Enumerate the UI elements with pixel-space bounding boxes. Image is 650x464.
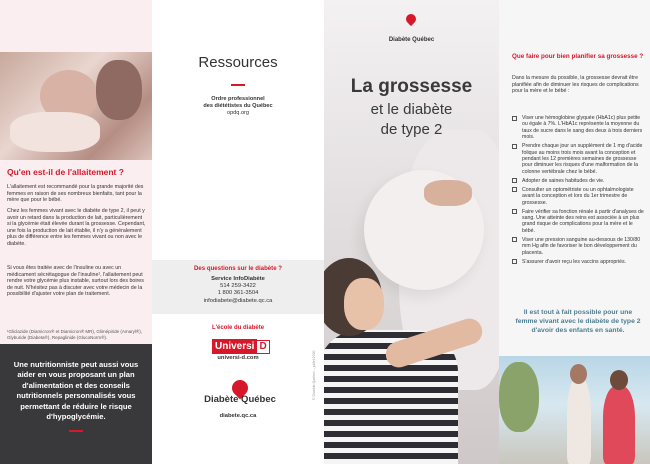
red-divider — [69, 430, 83, 432]
universi-d-logo-part2: D — [256, 340, 269, 354]
checklist-item — [512, 187, 646, 206]
checklist-item-text: Adopter de saines habitudes de vie. — [522, 177, 605, 184]
checkbox-icon — [512, 237, 517, 242]
breastfeeding-paragraph-1: L'allaitement est recommandé pour la grande majorité des femmes en raison de ses nombreux bienfaits, tant pour la mère que pour le bébé. — [7, 184, 144, 204]
diabete-quebec-link[interactable]: diabete.qc.ca — [219, 413, 257, 419]
universi-d-logo-part1: Universi — [212, 339, 257, 354]
checklist-item — [512, 259, 646, 265]
cover-logo-text: Diabète Québec — [388, 37, 435, 43]
questions-heading: Des questions sur le diabète ? — [193, 265, 283, 272]
exercise-photo — [499, 356, 650, 464]
phone-local[interactable]: 514 259-3422 — [220, 283, 256, 290]
checklist-item — [512, 178, 646, 184]
checklist-item — [512, 237, 646, 256]
breastfeeding-heading: Qu'en est-il de l'allaitement ? — [7, 167, 124, 177]
credits: © Diabète Québec – juillet 2020 — [312, 350, 316, 400]
phone-tollfree[interactable]: 1 800 361-3504 — [217, 290, 259, 297]
org-line-2: des diététistes du Québec — [203, 103, 273, 109]
planning-intro: Dans la mesure du possible, la grossesse devrait être planifiée afin de diminuer les risques de complications pour la mère et le bébé : — [512, 75, 639, 95]
checklist-item — [512, 209, 646, 235]
checklist-item-text: S'assurer d'avoir reçu les vaccins appropriés. — [522, 258, 627, 265]
universi-d-link[interactable]: universi-d.com — [217, 355, 259, 361]
diabete-quebec-logo — [192, 380, 288, 412]
checklist-item-text: Consulter un optométriste ou un ophtalmologiste avant la conception et lors du 1er trimestre de grossesse. — [522, 186, 634, 206]
breastfeeding-paragraph-2: Chez les femmes vivant avec le diabète de type 2, il peut y avoir un retard dans la production de lait, particulièrement si la glycémie était élevée durant la grossesse. Cependant, une fois la production de lait établie, il n'y a généralement plus de différence entre les femmes vivant ou non avec le diabète. — [7, 208, 146, 247]
panel-resources — [152, 0, 324, 464]
ecole-heading: L'école du diabète — [211, 325, 265, 331]
infodiabete-block — [152, 276, 324, 305]
checklist-item-text: Prendre chaque jour un supplément de 1 mg d'acide folique au moins trois mois avant la conception et pendant les 12 premières semaines de grossesse pour diminuer les risques d'une malformation de la colonne vertébrale chez le bébé. — [522, 143, 643, 175]
closing-statement: Il est tout à fait possible pour une femme vivant avec le diabète de type 2 d'avoir des enfants en santé. — [515, 309, 641, 334]
checklist-item — [512, 143, 646, 175]
resources-title: Ressources — [198, 54, 278, 71]
checkbox-icon — [512, 144, 517, 149]
diabete-quebec-logo-text: Diabète Québec — [204, 394, 276, 405]
checkbox-icon — [512, 178, 517, 183]
cover-photo — [324, 0, 499, 464]
cover-title-line-2: et le diabète — [370, 101, 453, 118]
breastfeeding-paragraph-3: Si vous êtes traitée avec de l'insuline ou avec un médicament sécrétagogue de l'insuline¹, l'allaitement peut rendre votre glycémie plus instable, surtout lors des boires de nuit. N'hésitez pas à discuter avec votre médecin de la possibilité d'ajuster votre plan de traitement. — [7, 265, 144, 298]
checkbox-icon — [512, 209, 517, 214]
panel-planning — [499, 0, 650, 464]
panel-cover — [324, 0, 499, 464]
nutritionist-text: Une nutritionniste peut aussi vous aider en vous proposant un plan d'alimentation et des conseils nutritionnels personnalisés vous permettant de réduire le risque d'hypoglycémie. — [13, 360, 139, 422]
checklist-item-text: Viser une pression sanguine au-dessous de 130/80 mm Hg afin de favoriser le bon développement du placenta. — [522, 236, 641, 256]
planning-checklist — [512, 115, 646, 268]
service-name: Service InfoDiabète — [211, 276, 265, 282]
checklist-item-text: Faire vérifier sa fonction rénale à partir d'analyses de sang. Une atteinte des reins est associée à un plus grand risque de complications pour la mère et le bébé. — [522, 208, 644, 234]
planning-heading: Que faire pour bien planifier sa grossesse ? — [512, 53, 644, 60]
checkbox-icon — [512, 116, 517, 121]
panel-breastfeeding — [0, 0, 152, 464]
checkbox-icon — [512, 187, 517, 192]
opdq-link[interactable]: opdq.org — [226, 110, 250, 116]
checkbox-icon — [512, 259, 517, 264]
universi-d-logo — [212, 336, 270, 351]
cover-title-line-3: de type 2 — [380, 121, 443, 138]
breastfeeding-photo — [0, 52, 152, 160]
email-link[interactable]: infodiabete@diabete.qc.ca — [203, 297, 273, 304]
org-line-1: Ordre professionnel — [211, 96, 265, 102]
opdq-block — [152, 96, 324, 117]
red-divider — [231, 84, 245, 86]
checklist-item-text: Viser une hémoglobine glyquée (HbA1c) plus petite ou égale à 7%. L'HbA1c représente la moyenne du taux de sucre dans le sang des deux à trois derniers mois. — [522, 115, 643, 141]
nutritionist-band — [0, 344, 152, 464]
footnote: ¹Gliclazide (Diamicron® et Diamicron® MR), Glimépiride (Amaryl®), Glyburide (Diabeta®), Repaglinide (GlucoNorm®). — [7, 329, 142, 340]
cover-title-line-1: La grossesse — [350, 76, 473, 97]
checklist-item — [512, 115, 646, 141]
cover-logo — [324, 28, 499, 46]
